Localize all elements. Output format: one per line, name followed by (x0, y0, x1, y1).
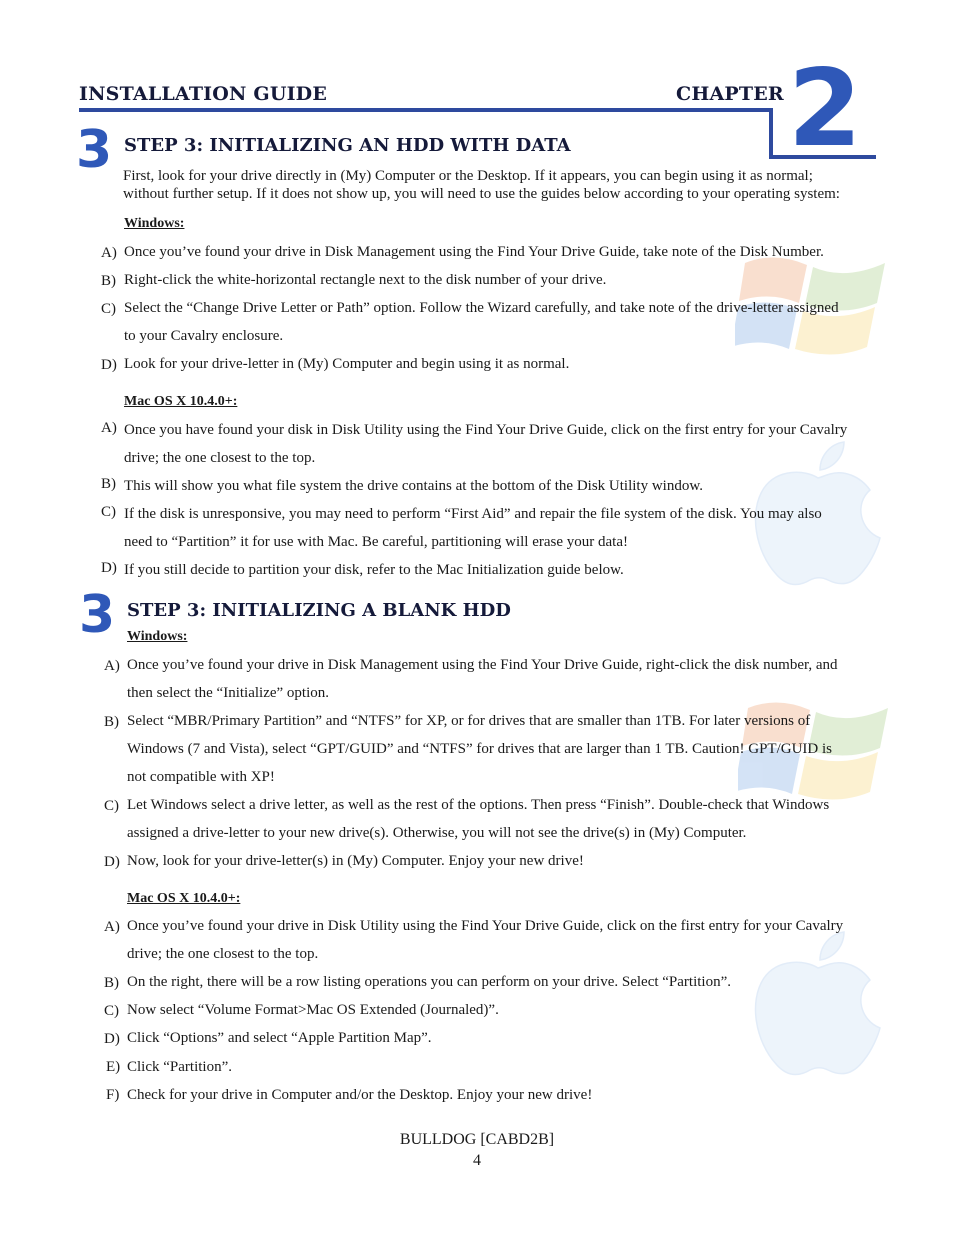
section2-windows-heading: Windows: (127, 629, 188, 644)
list-marker: D) (104, 854, 120, 870)
list-item-text: If you still decide to partition your disk, refer to the Mac Initialization guide below. (124, 562, 624, 578)
section1-intro-line2: without further setup. If it does not show up, you will need to use the guides below according to your operating system: (123, 186, 840, 202)
chapter-number: 2 (788, 47, 862, 170)
list-item-text: Once you’ve found your drive in Disk Management using the Find Your Drive Guide, take note of the Disk Number. (124, 244, 824, 260)
list-item-text: Select “MBR/Primary Partition” and “NTFS” for XP, or for drives that are smaller than 1TB. For later versions of (127, 713, 811, 729)
page-header-title: INSTALLATION GUIDE (79, 83, 328, 105)
section1-step-number: 3 (76, 120, 113, 180)
list-marker: D) (104, 1031, 120, 1047)
header-rule (79, 108, 772, 112)
list-item-text: Once you’ve found your drive in Disk Management using the Find Your Drive Guide, right-click the disk number, and (127, 657, 838, 673)
chapter-box-left-rule (769, 108, 773, 158)
list-marker: C) (104, 1003, 119, 1019)
list-item-text: assigned a drive-letter to your new drive(s). Otherwise, you will not see the drive(s) in (My) Computer. (127, 825, 747, 841)
list-item-text: need to “Partition” it for use with Mac. Be careful, partitioning will erase your data! (124, 534, 629, 550)
list-item-text: Once you have found your disk in Disk Utility using the Find Your Drive Guide, click on the first entry for your Cavalry (124, 422, 848, 438)
list-item-text: to your Cavalry enclosure. (124, 328, 284, 344)
section1-mac-heading: Mac OS X 10.4.0+: (124, 394, 238, 409)
list-item-text: Windows (7 and Vista), select “GPT/GUID” and “NTFS” for drives that are larger than 1 TB. Caution! GPT/GUID is (127, 741, 833, 757)
list-item-text: Once you’ve found your drive in Disk Utility using the Find Your Drive Guide, click on the first entry for your Cavalry (127, 918, 844, 934)
list-marker: C) (101, 504, 116, 520)
section1-intro-line1: First, look for your drive directly in (My) Computer or the Desktop. If it appears, you can begin using it as normal; (123, 168, 813, 184)
list-marker: C) (104, 798, 119, 814)
list-marker: B) (101, 273, 116, 289)
list-item-text: Click “Options” and select “Apple Partition Map”. (127, 1030, 432, 1046)
list-marker: A) (101, 245, 117, 261)
section2-step-number: 3 (79, 585, 116, 645)
list-marker: D) (101, 560, 117, 576)
list-item-text: If the disk is unresponsive, you may need to perform “First Aid” and repair the file system of the disk. You may also (124, 506, 822, 522)
list-item-text: Right-click the white-horizontal rectangle next to the disk number of your drive. (124, 272, 607, 288)
list-marker: A) (104, 658, 120, 674)
apple-logo-watermark (748, 925, 888, 1085)
section2-title: STEP 3: INITIALIZING A BLANK HDD (127, 600, 511, 621)
list-marker: B) (101, 476, 116, 492)
list-marker: B) (104, 714, 119, 730)
list-marker: B) (104, 975, 119, 991)
list-item-text: Let Windows select a drive letter, as well as the rest of the options. Then press “Finish”. Double-check that Windows (127, 797, 830, 813)
list-marker: F) (106, 1087, 120, 1103)
list-item-text: This will show you what file system the drive contains at the bottom of the Disk Utility window. (124, 478, 703, 494)
section2-mac-heading: Mac OS X 10.4.0+: (127, 891, 241, 906)
list-marker: E) (106, 1059, 121, 1075)
list-marker: D) (101, 357, 117, 373)
list-item-text: Look for your drive-letter in (My) Computer and begin using it as normal. (124, 356, 570, 372)
footer-product: BULLDOG [CABD2B] (399, 1131, 555, 1148)
list-item-text: drive; the one closest to the top. (127, 946, 319, 962)
list-item-text: Click “Partition”. (127, 1059, 232, 1075)
list-item-text: drive; the one closest to the top. (124, 450, 316, 466)
list-marker: A) (104, 919, 120, 935)
list-marker: A) (101, 420, 117, 436)
list-item-text: Select the “Change Drive Letter or Path” option. Follow the Wizard carefully, and take note of the drive-letter assigned (124, 300, 839, 316)
list-item-text: then select the “Initialize” option. (127, 685, 330, 701)
list-item-text: Now select “Volume Format>Mac OS Extended (Journaled)”. (127, 1002, 499, 1018)
list-item-text: Check for your drive in Computer and/or the Desktop. Enjoy your new drive! (127, 1087, 593, 1103)
page-number: 4 (473, 1152, 481, 1169)
section1-title: STEP 3: INITIALIZING AN HDD WITH DATA (124, 135, 571, 156)
list-marker: C) (101, 301, 116, 317)
section1-windows-heading: Windows: (124, 216, 185, 231)
list-item-text: On the right, there will be a row listing operations you can perform on your drive. Select “Partition”. (127, 974, 732, 990)
list-item-text: Now, look for your drive-letter(s) in (My) Computer. Enjoy your new drive! (127, 853, 584, 869)
list-item-text: not compatible with XP! (127, 769, 275, 785)
chapter-label: CHAPTER (676, 83, 784, 105)
